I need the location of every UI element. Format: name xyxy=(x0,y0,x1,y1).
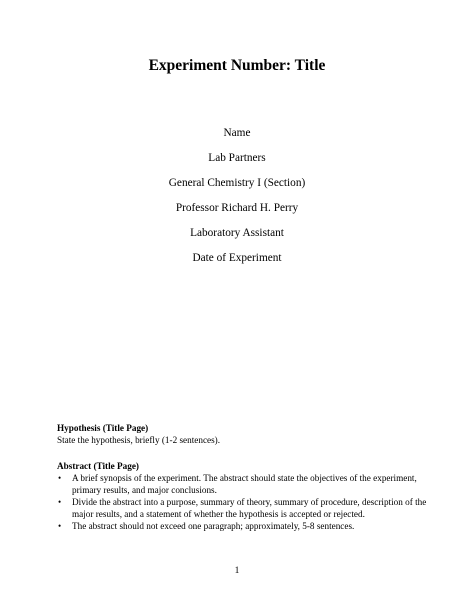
hypothesis-section xyxy=(57,422,427,446)
title-block-name: Name xyxy=(223,127,251,139)
page-number: 1 xyxy=(234,566,240,576)
list-item-text: Divide the abstract into a purpose, summary of theory, summary of procedure, description of the major results, and a statement of whether the hypothesis is accepted or rejected. xyxy=(72,497,427,519)
list-item xyxy=(57,472,427,496)
hypothesis-heading: Hypothesis (Title Page) xyxy=(57,423,149,433)
list-item xyxy=(57,496,427,520)
hypothesis-text: State the hypothesis, briefly (1-2 sentences). xyxy=(57,435,221,445)
bullet-icon: • xyxy=(58,497,62,507)
title-block-professor: Professor Richard H. Perry xyxy=(175,202,299,214)
abstract-section xyxy=(57,460,427,532)
title-block-course: General Chemistry I (Section) xyxy=(168,177,306,189)
bullet-icon: • xyxy=(58,473,62,483)
list-item xyxy=(57,520,427,532)
abstract-bullet-list xyxy=(57,472,427,532)
bullet-icon: • xyxy=(58,521,62,531)
document-title: Experiment Number: Title xyxy=(148,57,326,74)
abstract-heading: Abstract (Title Page) xyxy=(57,461,139,471)
title-block-assistant: Laboratory Assistant xyxy=(190,227,284,239)
title-block xyxy=(0,125,474,275)
title-block-date: Date of Experiment xyxy=(192,252,282,264)
list-item-text: A brief synopsis of the experiment. The abstract should state the objectives of the experiment, primary results, and major conclusions. xyxy=(72,473,417,495)
list-item-text: The abstract should not exceed one paragraph; approximately, 5-8 sentences. xyxy=(72,521,355,531)
title-block-lab-partners: Lab Partners xyxy=(208,152,266,164)
